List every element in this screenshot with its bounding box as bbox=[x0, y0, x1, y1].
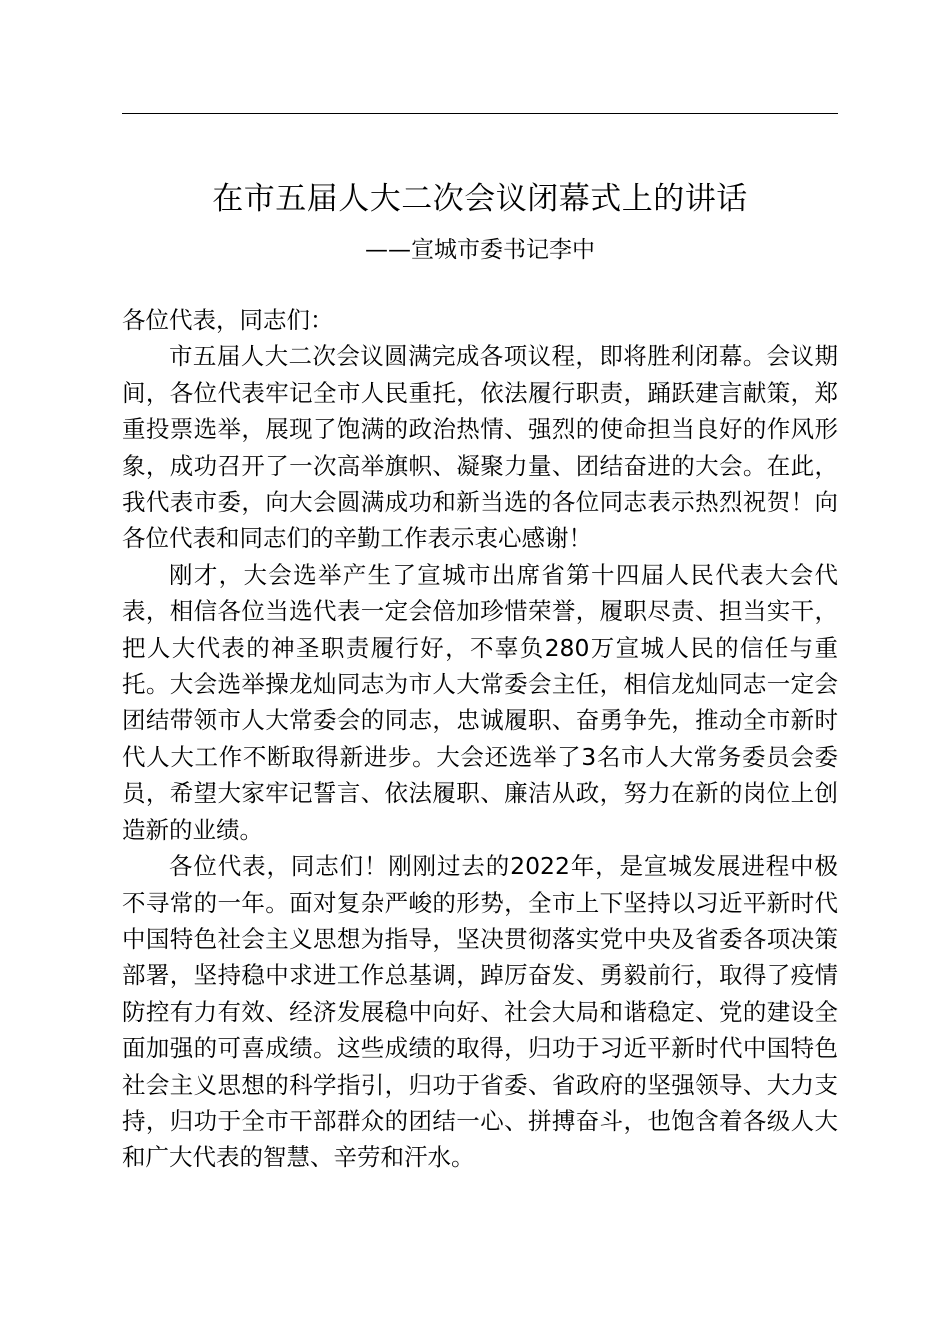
salutation: 各位代表，同志们： bbox=[122, 306, 334, 334]
paragraph-2: 刚才，大会选举产生了宣城市出席省第十四届人民代表大会代表，相信各位当选代表一定会倍加珍惜荣誉，履职尽责、担当实干，把人大代表的神圣职责履行好，不辜负280万宣城人民的信任与重托。大会选举操龙灿同志为市人大常委会主任，相信龙灿同志一定会团结带领市人大常委会的同志，忠诚履职、奋勇争先，推动全市新时代人大工作不断取得新进步。大会还选举了3名市人大常务委员会委员，希望大家牢记誓言、依法履职、廉洁从政，努力在新的岗位上创造新的业绩。 bbox=[122, 560, 838, 844]
paragraph-1: 市五届人大二次会议圆满完成各项议程，即将胜利闭幕。会议期间，各位代表牢记全市人民重托，依法履行职责，踊跃建言献策，郑重投票选举，展现了饱满的政治热情、强烈的使命担当良好的作风形象，成功召开了一次高举旗帜、凝聚力量、团结奋进的大会。在此，我代表市委，向大会圆满成功和新当选的各位同志表示热烈祝贺！向各位代表和同志们的辛勤工作表示衷心感谢！ bbox=[122, 342, 838, 553]
speech-title: 在市五届人大二次会议闭幕式上的讲话 bbox=[212, 181, 748, 217]
header-rule bbox=[122, 113, 838, 114]
paragraph-3: 各位代表，同志们！刚刚过去的2022年，是宣城发展进程中极不寻常的一年。面对复杂严峻的形势，全市上下坚持以习近平新时代中国特色社会主义思想为指导，坚决贯彻落实党中央及省委各项决策部署，坚持稳中求进工作总基调，踔厉奋发、勇毅前行，取得了疫情防控有力有效、经济发展稳中向好、社会大局和谐稳定、党的建设全面加强的可喜成绩。这些成绩的取得，归功于习近平新时代中国特色社会主义思想的科学指引，归功于省委、省政府的坚强领导、大力支持，归功于全市干部群众的团结一心、拼搏奋斗，也饱含着各级人大和广大代表的智慧、辛劳和汗水。 bbox=[122, 852, 838, 1172]
speech-body bbox=[122, 302, 838, 1176]
speech-speaker: ——宣城市委书记李中 bbox=[365, 237, 595, 263]
